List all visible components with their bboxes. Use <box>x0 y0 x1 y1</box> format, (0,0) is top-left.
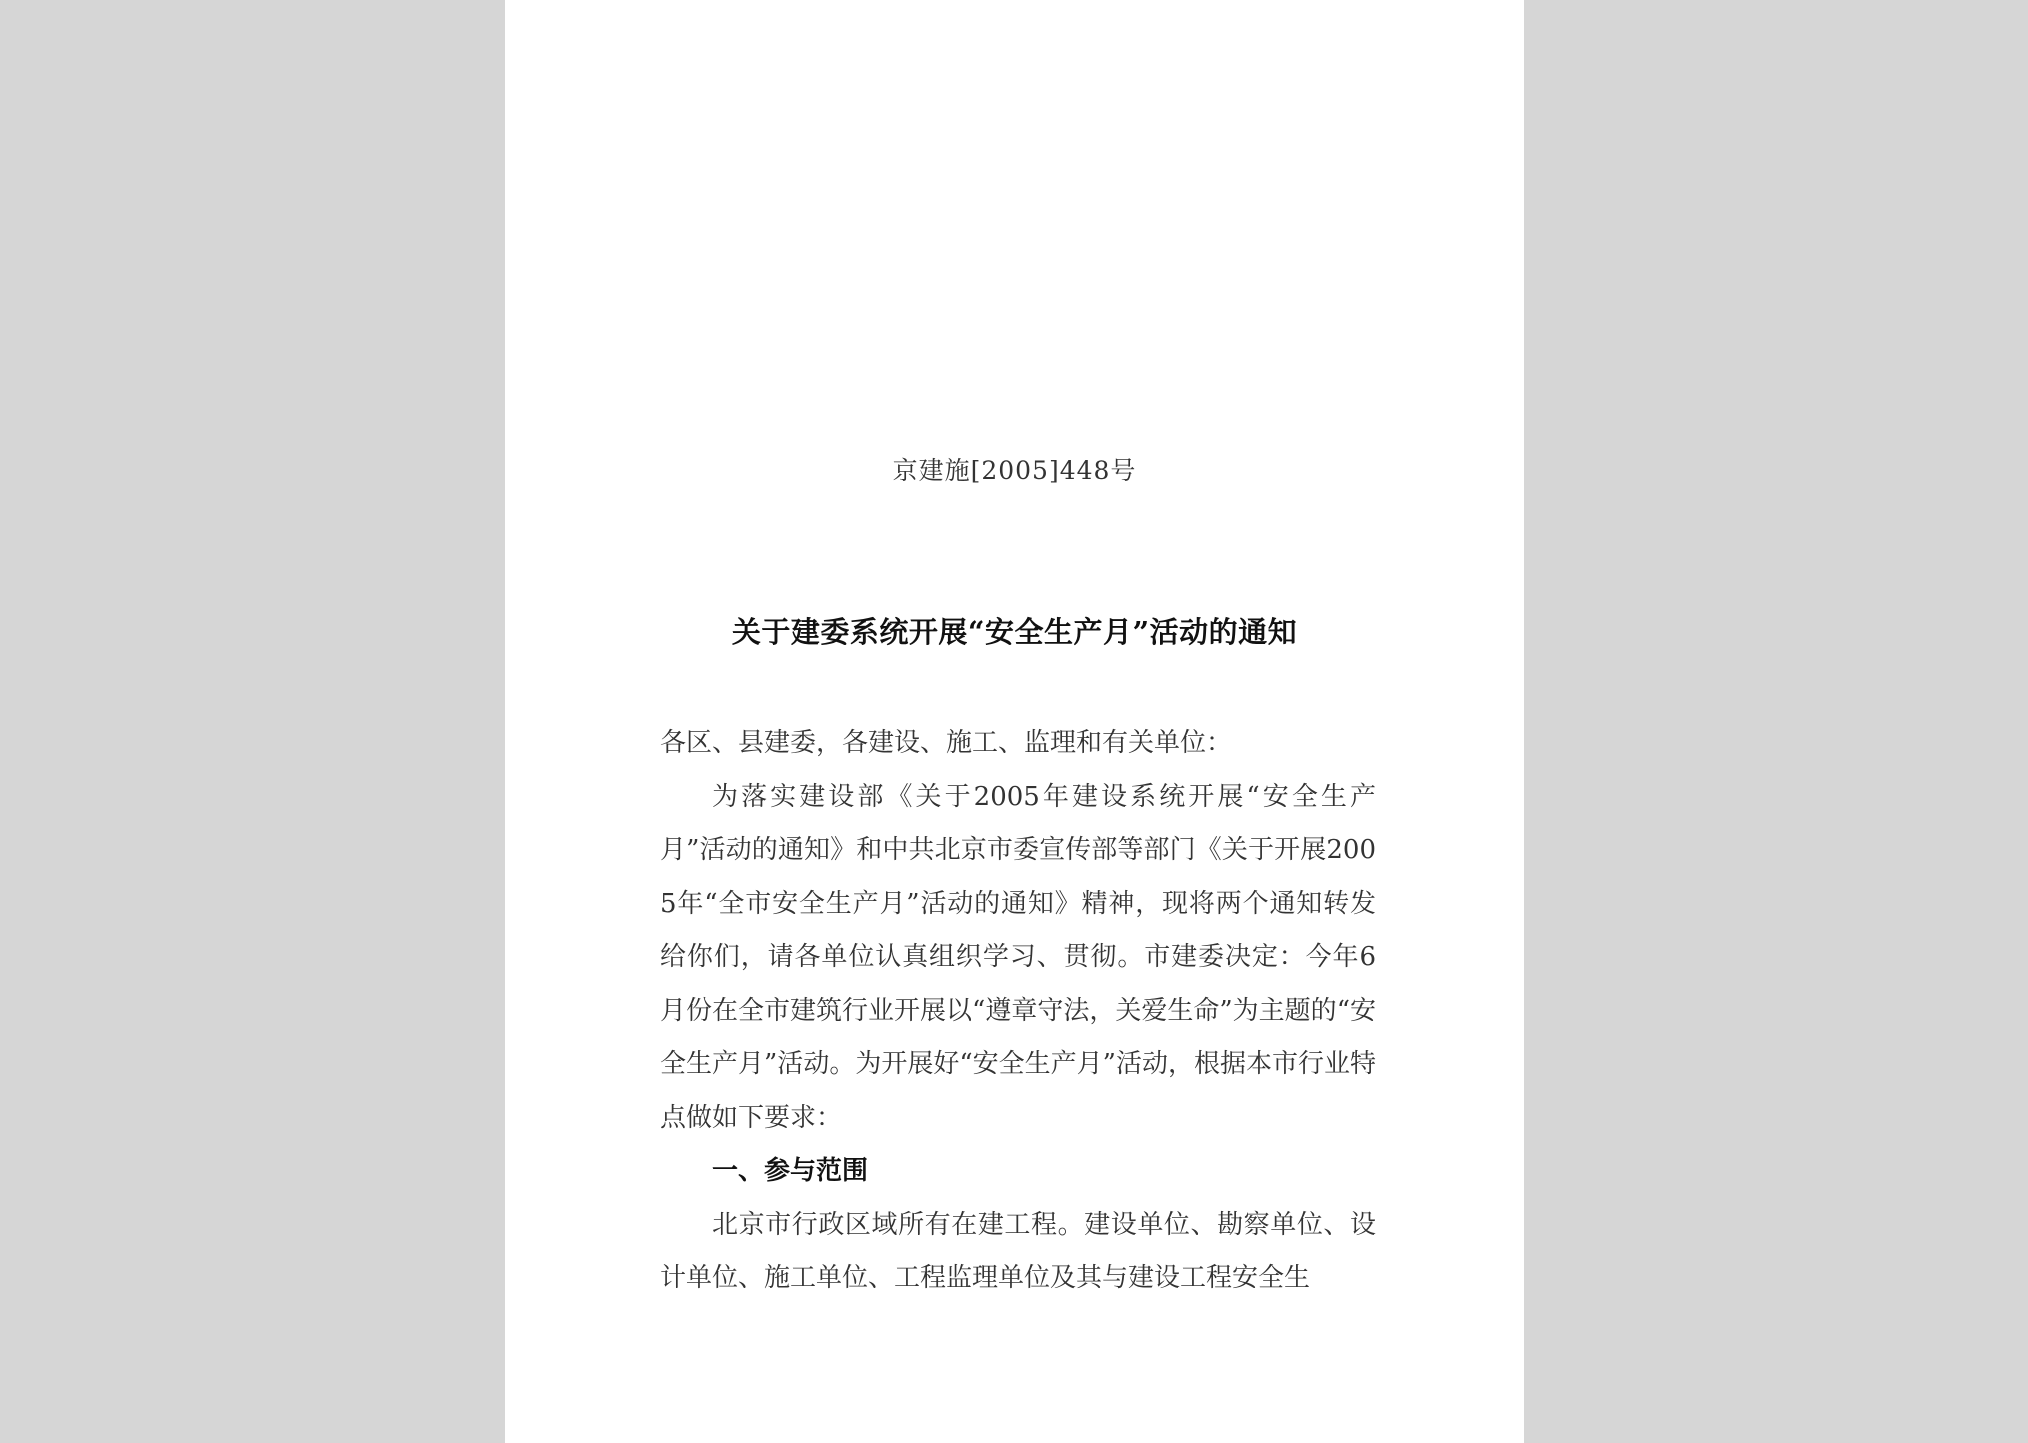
section-heading: 一、参与范围 <box>712 1156 869 1186</box>
document-page <box>505 0 1524 1443</box>
paragraph: 为落实建设部《关于2005年建设系统开展“安全生产月”活动的通知》和中共北京市委宣传部等部门《关于开展2005年“全市安全生产月”活动的通知》精神，现将两个通知转发给你们，请各单位认真组织学习、贯彻。市建委决定：今年6月份在全市建筑行业开展以“遵章守法，关爱生命”为主题的“安全生产月”活动。为开展好“安全生产月”活动，根据本市行业特点做如下要求： <box>660 781 1376 1133</box>
salutation: 各区、县建委，各建设、施工、监理和有关单位： <box>660 728 1233 758</box>
document-number: 京建施[2005]448号 <box>892 456 1137 485</box>
paragraph: 北京市行政区域所有在建工程。建设单位、勘察单位、设计单位、施工单位、工程监理单位及其与建设工程安全生 <box>660 1209 1376 1293</box>
document-title: 关于建委系统开展“安全生产月”活动的通知 <box>731 615 1298 649</box>
document-body <box>660 717 1376 1306</box>
